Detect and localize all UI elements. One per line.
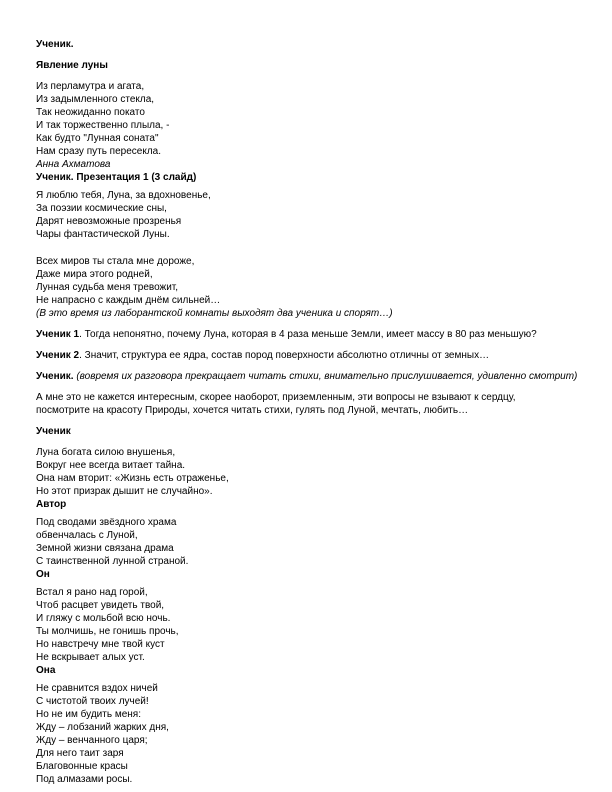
poem-line: Но этот призрак дышит не случайно». — [36, 486, 213, 497]
poem-line: Луна богата силою внушенья, — [36, 447, 176, 458]
poem-line: Но навстречу мне твой куст — [36, 639, 165, 650]
dialogue-text: . Тогда непонятно, почему Луна, которая в 4 раза меньше Земли, имеет массу в 80 раз меньшую? — [79, 329, 537, 340]
poem-line: Дарят невозможные прозренья — [36, 216, 182, 227]
poem-stanza — [36, 586, 584, 664]
dialogue-text: . Значит, структура ее ядра, состав пород поверхности абсолютно отличны от земных… — [79, 350, 490, 361]
poem-line: обвенчалась с Луной, — [36, 530, 138, 541]
poem-line: Земной жизни связана драма — [36, 543, 174, 554]
poem-line: Я люблю тебя, Луна, за вдохновенье, — [36, 190, 211, 201]
poem-line: Жду – венчанного царя; — [36, 735, 148, 746]
poem-line: С таинственной лунной страной. — [36, 556, 189, 567]
speaker-label: Ученик. — [36, 371, 74, 382]
poem-line: Благовонные красы — [36, 761, 128, 772]
dialogue-line — [36, 370, 584, 383]
document-page — [36, 38, 584, 786]
speaker-label: Ученик 1 — [36, 329, 80, 340]
speaker-heading: Ученик. Презентация 1 (3 слайд) — [36, 172, 197, 183]
poem-line: И гляжу с мольбой всю ночь. — [36, 613, 171, 624]
speaker-heading: Автор — [36, 499, 67, 510]
poem-line: Для него таит заря — [36, 748, 124, 759]
paragraph-line: А мне это не кажется интересным, скорее наоборот, приземленным, эти вопросы не взывают к сердцу, — [36, 392, 516, 403]
poem-line: Даже мира этого родней, — [36, 269, 153, 280]
poem-line: Жду – лобзаний жарких дня, — [36, 722, 169, 733]
speaker-heading: Она — [36, 665, 56, 676]
poem-stanza — [36, 80, 584, 158]
poem-line: Лунная судьба меня тревожит, — [36, 282, 179, 293]
speaker-heading: Ученик — [36, 426, 71, 437]
poem-line: Вокруг нее всегда витает тайна. — [36, 460, 186, 471]
poem-line: С чистотой твоих лучей! — [36, 696, 149, 707]
stage-direction: (вовремя их разговора прекращает читать стихи, внимательно прислушивается, удивленно смотрит) — [73, 371, 578, 382]
poem-stanza — [36, 189, 584, 241]
poem-author: Анна Ахматова — [36, 159, 111, 170]
poem-line: Из задымленного стекла, — [36, 94, 155, 105]
dialogue-line — [36, 349, 584, 362]
poem-line: Как будто "Лунная соната" — [36, 133, 159, 144]
poem-line: Но не им будить меня: — [36, 709, 141, 720]
poem-line: Ты молчишь, не гонишь прочь, — [36, 626, 179, 637]
poem-line: Под алмазами росы. — [36, 774, 133, 785]
poem-line: За поэзии космические сны, — [36, 203, 167, 214]
poem-line: Она нам вторит: «Жизнь есть отраженье, — [36, 473, 229, 484]
poem-line: И так торжественно плыла, - — [36, 120, 170, 131]
poem-line: Встал я рано над горой, — [36, 587, 148, 598]
speaker-heading: Ученик. — [36, 39, 74, 50]
poem-stanza — [36, 255, 584, 307]
poem-line: Не напрасно с каждым днём сильней… — [36, 295, 221, 306]
speaker-heading: Он — [36, 569, 50, 580]
speaker-label: Ученик 2 — [36, 350, 80, 361]
poem-line: Чары фантастической Луны. — [36, 229, 170, 240]
section-title: Явление луны — [36, 60, 108, 71]
poem-line: Под сводами звёздного храма — [36, 517, 177, 528]
poem-line: Чтоб расцвет увидеть твой, — [36, 600, 165, 611]
stage-direction: (В это время из лаборантской комнаты выходят два ученика и спорят…) — [36, 308, 393, 319]
poem-line: Нам сразу путь пересекла. — [36, 146, 162, 157]
poem-stanza — [36, 516, 584, 568]
prose-paragraph — [36, 391, 584, 417]
poem-line: Так неожиданно покато — [36, 107, 145, 118]
poem-line: Не вскрывает алых уст. — [36, 652, 145, 663]
paragraph-line: посмотрите на красоту Природы, хочется читать стихи, гулять под Луной, мечтать, любить… — [36, 405, 469, 416]
poem-stanza — [36, 682, 584, 786]
dialogue-line — [36, 328, 584, 341]
poem-line: Не сравнится вздох ничей — [36, 683, 158, 694]
poem-stanza — [36, 446, 584, 498]
poem-line: Всех миров ты стала мне дороже, — [36, 256, 195, 267]
poem-line: Из перламутра и агата, — [36, 81, 145, 92]
